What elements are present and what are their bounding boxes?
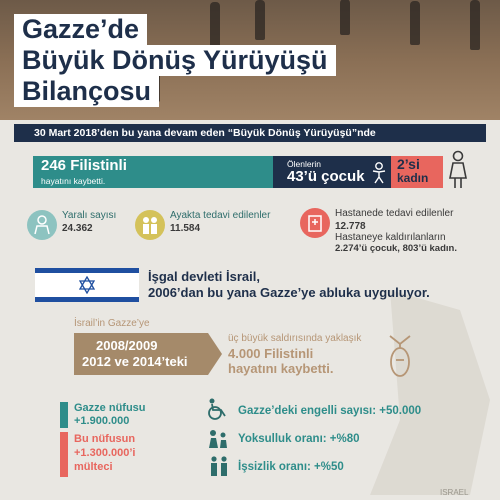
refugee-bar xyxy=(60,432,68,477)
attacks-desc-big1: 4.000 Filistinli xyxy=(228,346,314,361)
hospital-value: 12.778 xyxy=(335,221,366,232)
women-count: 2’si xyxy=(397,156,420,172)
crowd-figure xyxy=(410,1,420,45)
attacks-years-line1: 2008/2009 xyxy=(96,338,158,353)
crowd-figure xyxy=(210,2,220,50)
title-line: Bilançosu xyxy=(14,76,159,107)
refugee-label: Bu nüfusun xyxy=(74,433,136,445)
hospital-icon xyxy=(300,208,330,238)
children-band xyxy=(273,156,391,188)
disabled-stat: Gazze’deki engelli sayısı: +50.000 xyxy=(238,405,422,417)
arrow-chevron-icon xyxy=(208,333,222,375)
hospital-icon-circle xyxy=(300,208,330,238)
field-value: 11.584 xyxy=(170,223,201,234)
star-of-david-icon xyxy=(79,276,95,294)
map-label: ISRAEL xyxy=(440,488,469,497)
blockade-line1: İşgal devleti İsrail, xyxy=(148,269,260,284)
poverty-icon xyxy=(205,428,231,450)
unemployment-icon xyxy=(208,455,230,477)
gaza-map-graphic xyxy=(350,280,500,500)
women-label: kadın xyxy=(397,171,429,185)
wheelchair-icon xyxy=(205,398,231,420)
refugee-value: +1.300.000’i xyxy=(74,447,136,459)
hospital-detail: 2.274’ü çocuk, 803’ü kadın. xyxy=(335,243,457,254)
attacks-intro: İsrail’in Gazze’ye xyxy=(74,318,150,329)
field-label: Ayakta tedavi edilenler xyxy=(170,210,271,221)
bomb-icon xyxy=(382,332,418,378)
attacks-years-box xyxy=(74,333,208,375)
children-count: 43’ü çocuk xyxy=(287,168,365,185)
attacks-desc-small: üç büyük saldırısında yaklaşık xyxy=(228,333,362,344)
crowd-figure xyxy=(470,0,480,50)
attacks-desc-big2: hayatını kaybetti. xyxy=(228,361,334,376)
deaths-band xyxy=(33,156,273,188)
deaths-count: 246 Filistinli xyxy=(41,157,127,174)
israel-flag xyxy=(35,268,139,302)
poverty-stat: Yoksulluk oranı: +%80 xyxy=(238,433,360,445)
subtitle-bar: 30 Mart 2018’den bu yana devam eden “Büyük Dönüş Yürüyüşü”nde xyxy=(14,124,486,142)
deaths-label: hayatını kaybetti. xyxy=(41,176,106,186)
title-line: Gazze’de xyxy=(14,14,147,45)
hospital-label: Hastanede tedavi edilenler xyxy=(335,208,454,219)
field-icon-circle xyxy=(135,210,165,240)
attacks-years-line2: 2012 ve 2014’teki xyxy=(82,354,188,369)
woman-icon xyxy=(447,150,469,190)
unemployment-stat: İşsizlik oranı: +%50 xyxy=(238,461,344,473)
wounded-value: 24.362 xyxy=(62,223,93,234)
population-label: Gazze nüfusu xyxy=(74,402,146,414)
women-band xyxy=(391,156,443,188)
hospital-sub: Hastaneye kaldırılanların xyxy=(335,232,446,243)
title-line: Büyük Dönüş Yürüyüşü xyxy=(14,45,336,76)
wounded-icon-circle xyxy=(27,210,57,240)
population-value: +1.900.000 xyxy=(74,415,130,427)
crowd-figure xyxy=(255,0,265,40)
refugee-sub: mülteci xyxy=(74,461,113,473)
crowd-figure xyxy=(340,0,350,35)
blockade-line2: 2006’dan bu yana Gazze’ye abluka uyguluyor. xyxy=(148,285,430,300)
people-icon xyxy=(135,210,165,240)
child-icon xyxy=(371,162,387,184)
population-bar xyxy=(60,402,68,428)
children-small: Ölenlerin xyxy=(287,159,322,169)
wounded-person-icon xyxy=(27,210,57,240)
wounded-label: Yaralı sayısı xyxy=(62,210,117,221)
